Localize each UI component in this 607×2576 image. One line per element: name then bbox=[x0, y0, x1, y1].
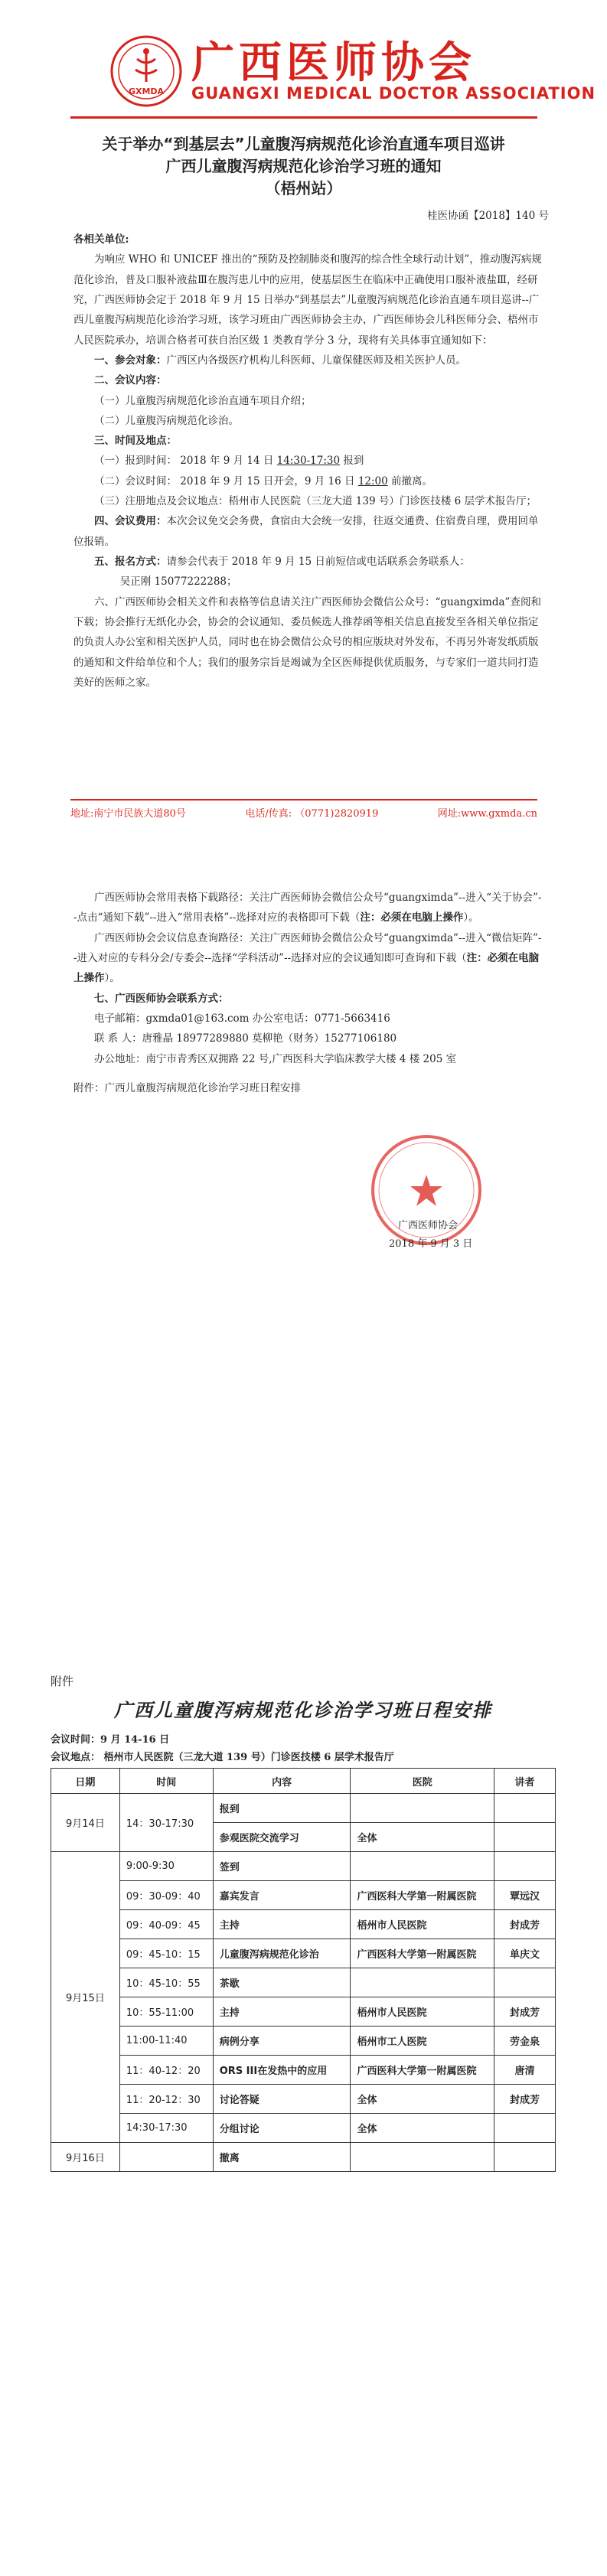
hospital-cell bbox=[351, 1852, 494, 1881]
section-label: 四、会议费用： bbox=[94, 515, 167, 528]
hospital-cell: 广西医科大学第一附属医院 bbox=[351, 2056, 494, 2085]
col-header: 日期 bbox=[51, 1769, 120, 1794]
section-text: 请参会代表于 2018 年 9 月 15 日前短信或电话联系会务联系人： bbox=[166, 556, 470, 568]
section-text: 广西区内各级医疗机构儿科医师、儿童保健医师及相关医护人员。 bbox=[166, 354, 466, 367]
hospital-cell: 全体 bbox=[351, 2114, 494, 2143]
section-label: 五、报名方式： bbox=[94, 556, 167, 568]
time-cell: 14：30-17:30 bbox=[119, 1794, 213, 1852]
hospital-cell bbox=[351, 2143, 494, 2172]
content-cell: 报到 bbox=[213, 1794, 351, 1823]
content-cell: 撤离 bbox=[213, 2143, 351, 2172]
time-item-text: （二）会议时间： 2018 年 9 月 15 日开会，9 月 16 日 bbox=[94, 474, 358, 487]
table-row bbox=[51, 1852, 556, 1881]
content-item: （一）儿童腹泻病规范化诊治直通车项目介绍； bbox=[94, 394, 312, 407]
section-attendees bbox=[73, 351, 542, 370]
attachment-note: 附件：广西儿童腹泻病规范化诊治学习班日程安排 bbox=[73, 1081, 301, 1094]
section-text: 本次会议免交会务费，食宿由大会统一安排，往返交通费、住宿费自理，费用回单位报销。 bbox=[73, 515, 539, 548]
time-item bbox=[73, 451, 542, 471]
table-row bbox=[51, 1910, 556, 1939]
table-row bbox=[51, 1968, 556, 1997]
hospital-cell bbox=[351, 1794, 494, 1823]
col-header: 讲者 bbox=[494, 1769, 556, 1794]
speaker-cell bbox=[494, 2114, 556, 2143]
section-six: 六、广西医师协会相关文件和表格等信息请关注广西医师协会微信公众号：“guangximda”查阅和下载；协会推行无纸化办会，协会的会议通知、委员候选人推荐函等相关信息直接发至各相关单位指定的负责人办公室和相关医护人员，同时也在协会微信公众号的相应版块对外发布，不再另外寄发纸质版的通知和文件给单位和个人；我们的服务宗旨是竭诚为全区医师提供优质服务，与专家们一道共同打造美好的医师之家。 bbox=[73, 595, 541, 689]
time-item-highlight: 12:00 bbox=[357, 474, 388, 487]
time-item-text: （一）报到时间： 2018 年 9 月 14 日 bbox=[94, 455, 277, 468]
path-text: ）。 bbox=[463, 911, 479, 924]
logo-text: GXMDA bbox=[128, 86, 165, 96]
path-text: 广西医师协会常用表格下载路径：关注广西医师协会微信公众号“guangximda”--进入“关于协会”--点击“通知下载”--进入“常用表格”--选择对应的表格即可下载（ bbox=[73, 892, 542, 924]
content-cell: ORS III在发热中的应用 bbox=[213, 2056, 351, 2085]
table-row bbox=[51, 2143, 556, 2172]
col-header: 医院 bbox=[351, 1769, 494, 1794]
schedule-title: 广西儿童腹泻病规范化诊治学习班日程安排 bbox=[114, 1699, 492, 1721]
hospital-cell: 梧州市工人医院 bbox=[351, 2027, 494, 2056]
footer-phone: 电话/传真: （0771)2820919 bbox=[245, 808, 379, 820]
hospital-cell: 广西医科大学第一附属医院 bbox=[351, 1881, 494, 1910]
time-cell: 14:30-17:30 bbox=[119, 2114, 213, 2143]
table-row bbox=[51, 2027, 556, 2056]
speaker-cell: 唐清 bbox=[494, 2056, 556, 2085]
section-time-label: 三、时间及地点： bbox=[94, 435, 177, 448]
registration-contact: 吴正刚 15077222288； bbox=[119, 576, 237, 589]
content-cell: 嘉宾发言 bbox=[213, 1881, 351, 1910]
contact-email: 电子邮箱：gxmda01@163.com 办公室电话：0771-5663416 bbox=[94, 1012, 390, 1025]
location-item: （三）注册地点及会议地点：梧州市人民医院（三龙大道 139 号）门诊医技楼 6 层学术报告厅； bbox=[94, 495, 537, 508]
hospital-cell: 全体 bbox=[351, 2085, 494, 2114]
time-item-text: 前撤离。 bbox=[387, 474, 433, 487]
time-cell: 11:00-11:40 bbox=[119, 2027, 213, 2056]
table-row bbox=[51, 1794, 556, 1823]
time-cell: 11：20-12：30 bbox=[119, 2085, 213, 2114]
section-fees bbox=[73, 511, 542, 552]
table-row bbox=[51, 2085, 556, 2114]
doc-number: 桂医协函【2018】140 号 bbox=[427, 210, 549, 222]
time-cell: 09：30-09：40 bbox=[119, 1881, 213, 1910]
forms-download-path bbox=[73, 888, 542, 928]
section-label: 一、参会对象： bbox=[94, 354, 167, 367]
hospital-cell bbox=[351, 1968, 494, 1997]
time-item bbox=[73, 471, 542, 491]
date-cell: 9月16日 bbox=[51, 2143, 120, 2172]
contact-persons: 联 系 人：唐雅晶 18977289880 莫柳艳（财务）15277106180 bbox=[94, 1032, 397, 1045]
meeting-time: 会议时间：9 月 14-16 日 bbox=[51, 1734, 170, 1746]
content-cell: 茶歇 bbox=[213, 1968, 351, 1997]
seal-org-name: 广西医师协会 bbox=[398, 1220, 459, 1231]
speaker-cell: 封成芳 bbox=[494, 1997, 556, 2027]
path-text: ）。 bbox=[104, 972, 120, 985]
content-cell: 签到 bbox=[213, 1852, 351, 1881]
notice-body bbox=[73, 230, 542, 693]
section-registration bbox=[73, 552, 542, 572]
title-line1: 关于举办“到基层去”儿童腹泻病规范化诊治直通车项目巡讲 bbox=[102, 135, 505, 153]
speaker-cell: 封成芳 bbox=[494, 2085, 556, 2114]
table-row bbox=[51, 2056, 556, 2085]
contact-address: 办公地址：南宁市青秀区双拥路 22 号,广西医科大学临床教学大楼 4 楼 205 室 bbox=[94, 1052, 457, 1065]
col-header: 时间 bbox=[119, 1769, 213, 1794]
path-note: 注：必须在电脑上操作 bbox=[73, 951, 540, 985]
content-cell: 病例分享 bbox=[213, 2027, 351, 2056]
hospital-cell: 梧州市人民医院 bbox=[351, 1997, 494, 2027]
contact-section-label: 七、广西医师协会联系方式： bbox=[94, 992, 229, 1005]
time-cell: 09：40-09：45 bbox=[119, 1910, 213, 1939]
speaker-cell: 劳金泉 bbox=[494, 2027, 556, 2056]
org-name-en: GUANGXI MEDICAL DOCTOR ASSOCIATION bbox=[191, 84, 596, 103]
footer-website: 网址:www.gxmda.cn bbox=[437, 808, 537, 820]
content-cell: 主持 bbox=[213, 1910, 351, 1939]
speaker-cell: 单庆文 bbox=[494, 1939, 556, 1968]
hospital-cell: 梧州市人民医院 bbox=[351, 1910, 494, 1939]
time-item-text: 报到 bbox=[340, 455, 364, 468]
seal-date: 2018 年 9 月 3 日 bbox=[389, 1238, 473, 1250]
meeting-place: 会议地点： 梧州市人民医院（三龙大道 139 号）门诊医技楼 6 层学术报告厅 bbox=[51, 1752, 394, 1763]
content-cell: 主持 bbox=[213, 1997, 351, 2027]
header-divider bbox=[70, 116, 537, 119]
table-row bbox=[51, 1939, 556, 1968]
schedule-table bbox=[51, 1768, 556, 2172]
time-cell: 11：40-12：20 bbox=[119, 2056, 213, 2085]
footer-divider bbox=[70, 799, 537, 801]
meeting-info-path bbox=[73, 928, 542, 989]
speaker-cell bbox=[494, 1968, 556, 1997]
table-row bbox=[51, 2114, 556, 2143]
org-name-cn: 广西医师协会 bbox=[191, 37, 476, 88]
title-line3: （梧州站） bbox=[265, 179, 342, 197]
letterhead-footer bbox=[70, 805, 537, 820]
date-cell: 9月15日 bbox=[51, 1852, 120, 2143]
hospital-cell: 全体 bbox=[351, 1823, 494, 1852]
association-logo bbox=[109, 34, 183, 108]
speaker-cell: 封成芳 bbox=[494, 1910, 556, 1939]
date-cell: 9月14日 bbox=[51, 1794, 120, 1852]
path-note: 注：必须在电脑上操作 bbox=[360, 911, 464, 924]
speaker-cell bbox=[494, 1852, 556, 1881]
annex-label: 附件 bbox=[51, 1674, 74, 1688]
content-cell: 儿童腹泻病规范化诊治 bbox=[213, 1939, 351, 1968]
table-header-row bbox=[51, 1769, 556, 1794]
speaker-cell: 覃远汉 bbox=[494, 1881, 556, 1910]
content-cell: 讨论答疑 bbox=[213, 2085, 351, 2114]
table-row bbox=[51, 1881, 556, 1910]
salutation: 各相关单位: bbox=[73, 233, 129, 246]
footer-address: 地址:南宁市民族大道80号 bbox=[70, 808, 186, 820]
time-cell bbox=[119, 2143, 213, 2172]
speaker-cell bbox=[494, 2143, 556, 2172]
time-item-highlight: 14:30-17:30 bbox=[276, 455, 341, 468]
section-content-label: 二、会议内容： bbox=[94, 374, 167, 387]
table-row bbox=[51, 1997, 556, 2027]
time-cell: 9:00-9:30 bbox=[119, 1852, 213, 1881]
content-cell: 参观医院交流学习 bbox=[213, 1823, 351, 1852]
hospital-cell: 广西医科大学第一附属医院 bbox=[351, 1939, 494, 1968]
path-text: 广西医师协会会议信息查询路径：关注广西医师协会微信公众号“guangximda”--进入“微信矩阵”--进入对应的专科分会/专委会--选择“学科活动”--选择对应的会议通知即可查询和下载（ bbox=[73, 931, 542, 964]
time-cell: 09：45-10：15 bbox=[119, 1939, 213, 1968]
content-item: （二）儿童腹泻病规范化诊治。 bbox=[94, 414, 239, 427]
speaker-cell bbox=[494, 1794, 556, 1823]
col-header: 内容 bbox=[213, 1769, 351, 1794]
time-cell: 10：55-11:00 bbox=[119, 1997, 213, 2027]
speaker-cell bbox=[494, 1823, 556, 1852]
intro-paragraph: 为响应 WHO 和 UNICEF 推出的“预防及控制肺炎和腹泻的综合性全球行动计划”，推动腹泻病规范化诊治，普及口服补液盐Ⅲ在腹泻患儿中的应用，使基层医生在临床中正确使用口服补液盐Ⅲ，经研究，广西医师协会定于 2018 年 9 月 15 日举办“到基层去”儿童腹泻病规范化诊治直通车项目巡讲--广西儿童腹泻病规范化诊治学习班，该学习班由广西医师协会主办，广西医师协会儿科医师分会、梧州市人民医院承办，培训合格者可获自治区级 1 类教育学分 3 分，现将有关具体事宜通知如下： bbox=[73, 253, 542, 347]
content-cell: 分组讨论 bbox=[213, 2114, 351, 2143]
time-cell: 10：45-10：55 bbox=[119, 1968, 213, 1997]
notice-body-continued bbox=[73, 888, 542, 1098]
title-line2: 广西儿童腹泻病规范化诊治学习班的通知 bbox=[165, 157, 442, 175]
